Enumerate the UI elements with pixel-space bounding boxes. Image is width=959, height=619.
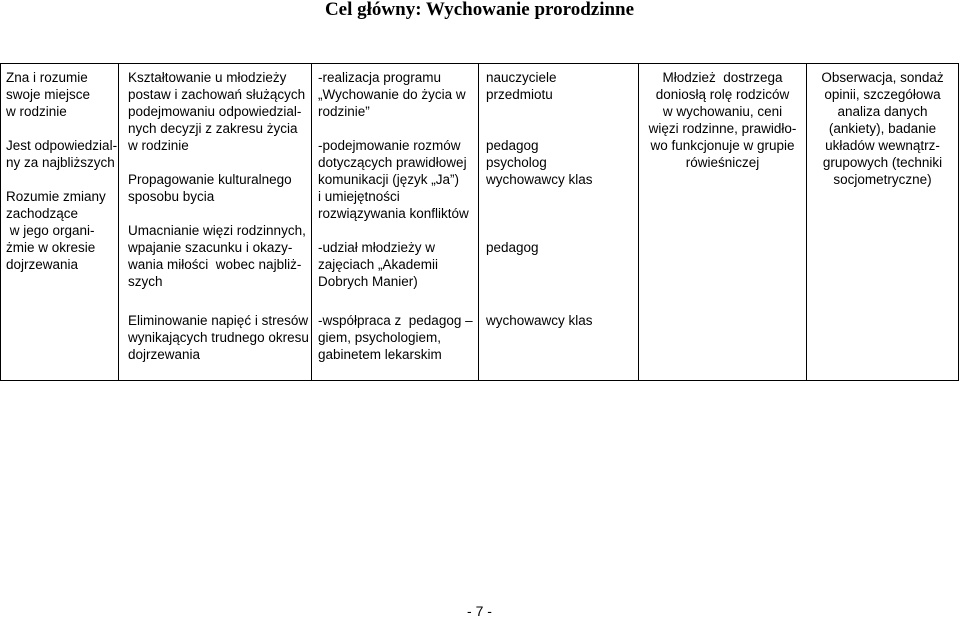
column-divider [0, 63, 1, 381]
goals-cell: Zna i rozumie swoje miejsce w rodzinie Jest odpowiedzial- ny za najbliższych Rozumie zmiany zachodzące w jego organi- żmie w okresie dojrzewania [6, 70, 118, 272]
goals-table [0, 63, 959, 381]
column-divider [118, 63, 119, 381]
responsible-cell: nauczyciele przedmiotu pedagog psycholog wychowawcy klas pedagog [486, 70, 593, 255]
methods-cell: -współpraca z pedagog – giem, psychologiem, gabinetem lekarskim [318, 313, 473, 362]
column-divider [478, 63, 479, 381]
page-number: - 7 - [467, 603, 492, 619]
tasks-cell: Kształtowanie u młodzieży postaw i zachowań służących podejmowaniu odpowiedzial- nych decyzji z zakresu życia w rodzinie Propagowanie kulturalnego sposobu bycia Umacnianie więzi rodzinnych, wpajanie szacunku i okazy- wania miłości wobec najbliż- szych [128, 70, 306, 289]
table-top-border [0, 63, 959, 64]
table-bottom-border [0, 380, 959, 381]
methods-cell: -realizacja programu „Wychowanie do życia w rodzinie” -podejmowanie rozmów dotyczących prawidłowej komunikacji (język „Ja”) i umiejętności rozwiązywania konfliktów -udział młodzieży w zajęciach „Akademii Dobrych Manier) [318, 70, 469, 289]
page-title: Cel główny: Wychowanie prorodzinne [324, 0, 635, 20]
tasks-cell: Eliminowanie napięć i stresów wynikających trudnego okresu dojrzewania [128, 313, 309, 362]
outcomes-cell: Młodzież dostrzega doniosłą rolę rodziców w wychowaniu, ceni więzi rodzinne, prawidło- wo funkcjonuje w grupie rówieśniczej [648, 70, 797, 170]
column-divider [311, 63, 312, 381]
responsible-cell: wychowawcy klas [486, 313, 593, 328]
evaluation-cell: Obserwacja, sondaż opinii, szczegółowa analiza danych (ankiety), badanie układów wewnątrz- grupowych (techniki socjometryczne) [821, 70, 944, 187]
